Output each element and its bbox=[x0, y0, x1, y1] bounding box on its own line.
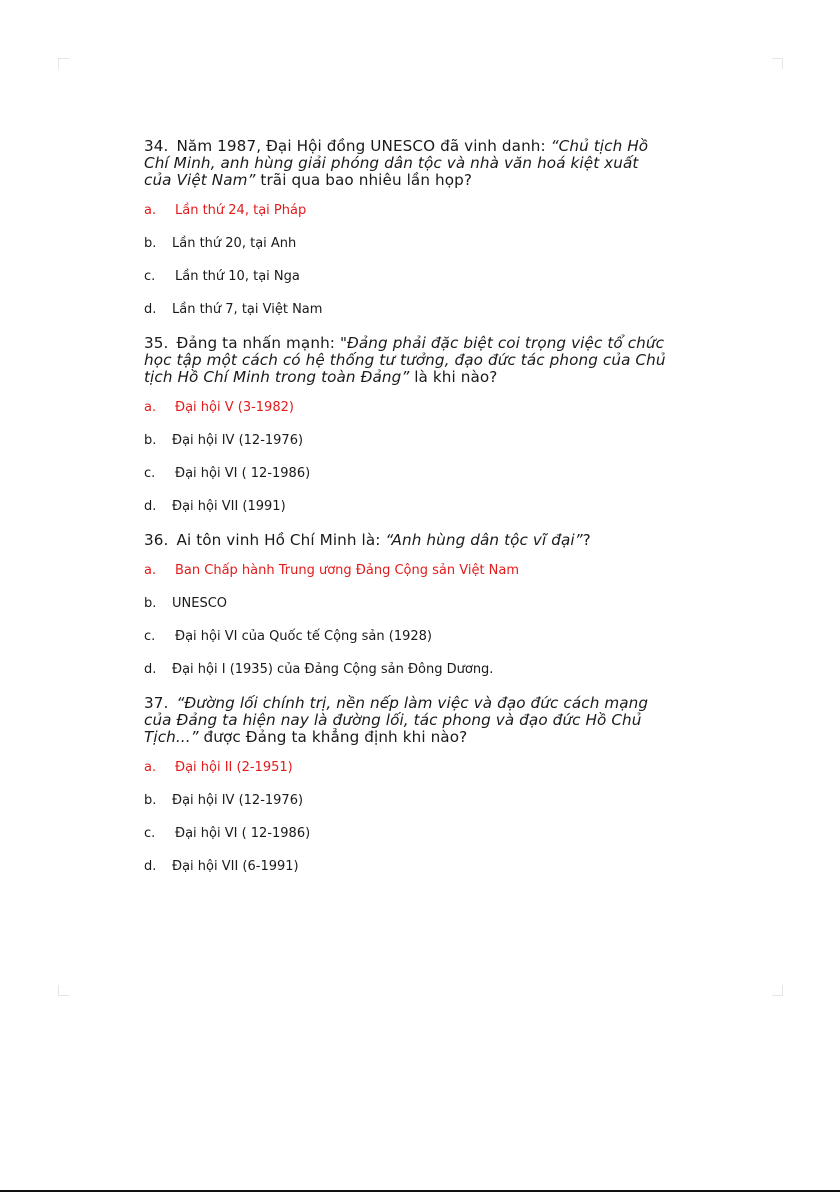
option-letter: c. bbox=[144, 629, 156, 644]
question-part: trãi qua bao nhiêu lần họp? bbox=[255, 171, 472, 189]
option-letter: b. bbox=[144, 793, 157, 808]
answer-option bbox=[144, 302, 694, 318]
answer-option bbox=[144, 760, 694, 776]
answer-option bbox=[144, 826, 694, 842]
question-part: Năm 1987, Đại Hội đồng UNESCO đã vinh danh: bbox=[176, 137, 551, 155]
option-text: Đại hội I (1935) của Đảng Cộng sản Đông Dương. bbox=[172, 662, 494, 677]
question-text bbox=[144, 695, 669, 746]
answer-option bbox=[144, 236, 694, 252]
question-block bbox=[144, 532, 694, 678]
option-text: Đại hội IV (12-1976) bbox=[172, 793, 304, 808]
option-text: Lần thứ 7, tại Việt Nam bbox=[172, 302, 323, 317]
question-part: được Đảng ta khẳng định khi nào? bbox=[198, 728, 468, 746]
answer-option bbox=[144, 499, 694, 515]
option-letter: c. bbox=[144, 826, 156, 841]
option-text: Đại hội VII (6-1991) bbox=[172, 859, 299, 874]
option-letter: a. bbox=[144, 203, 157, 218]
answer-option bbox=[144, 629, 694, 645]
question-text bbox=[144, 532, 694, 549]
crop-mark-bottom-right bbox=[772, 985, 783, 996]
question-block bbox=[144, 138, 694, 318]
option-letter: d. bbox=[144, 302, 157, 317]
answer-option bbox=[144, 859, 694, 875]
question-number: 34. bbox=[144, 137, 169, 155]
answer-option bbox=[144, 563, 694, 579]
option-letter: b. bbox=[144, 596, 157, 611]
option-text: Lần thứ 20, tại Anh bbox=[172, 236, 297, 251]
answer-option bbox=[144, 203, 694, 219]
question-number: 36. bbox=[144, 531, 169, 549]
answer-option bbox=[144, 400, 694, 416]
question-list bbox=[144, 138, 694, 892]
answer-option bbox=[144, 596, 694, 612]
option-letter: c. bbox=[144, 466, 156, 481]
option-text: Ban Chấp hành Trung ương Đảng Cộng sản Việt Nam bbox=[175, 563, 520, 578]
option-text: UNESCO bbox=[172, 596, 228, 611]
crop-mark-top-right bbox=[772, 58, 783, 69]
option-letter: a. bbox=[144, 400, 157, 415]
option-text: Lần thứ 10, tại Nga bbox=[175, 269, 300, 284]
option-letter: d. bbox=[144, 499, 157, 514]
option-letter: b. bbox=[144, 433, 157, 448]
option-text: Lần thứ 24, tại Pháp bbox=[175, 203, 307, 218]
option-text: Đại hội VI của Quốc tế Cộng sản (1928) bbox=[175, 629, 432, 644]
option-letter: d. bbox=[144, 662, 157, 677]
option-text: Đại hội IV (12-1976) bbox=[172, 433, 304, 448]
question-part: Ai tôn vinh Hồ Chí Minh là: bbox=[176, 531, 386, 549]
option-text: Đại hội VII (1991) bbox=[172, 499, 286, 514]
question-block bbox=[144, 335, 694, 515]
crop-mark-bottom-left bbox=[58, 985, 69, 996]
option-text: Đại hội VI ( 12-1986) bbox=[175, 466, 311, 481]
question-text bbox=[144, 138, 664, 189]
question-block bbox=[144, 695, 694, 875]
answer-option bbox=[144, 433, 694, 449]
answer-option bbox=[144, 793, 694, 809]
question-part: Đảng ta nhấn mạnh: bbox=[176, 334, 340, 352]
question-quote: “Đường lối chính trị, nền nếp làm việc và đạo đức cách mạng của Đảng ta hiện nay là đường lối, tác phong và đạo đức Hồ Chủ Tịch...” bbox=[144, 694, 649, 746]
crop-mark-top-left bbox=[58, 58, 69, 69]
answer-option bbox=[144, 662, 694, 678]
option-letter: d. bbox=[144, 859, 157, 874]
question-quote: "Đảng phải đặc biệt coi trọng việc tổ chức học tập một cách có hệ thống tư tưởng, đạo đức tác phong của Chủ tịch Hồ Chí Minh trong toàn Đảng” bbox=[144, 334, 666, 386]
option-text: Đại hội V (3-1982) bbox=[175, 400, 294, 415]
option-text: Đại hội II (2-1951) bbox=[175, 760, 293, 775]
option-text: Đại hội VI ( 12-1986) bbox=[175, 826, 311, 841]
answer-option bbox=[144, 466, 694, 482]
question-number: 37. bbox=[144, 694, 169, 712]
question-part: ? bbox=[582, 531, 591, 549]
question-text bbox=[144, 335, 689, 386]
option-letter: a. bbox=[144, 760, 157, 775]
option-letter: c. bbox=[144, 269, 156, 284]
question-quote: “Chủ tịch Hồ Chí Minh, anh hùng giải phóng dân tộc và nhà văn hoá kiệt xuất của Việt Nam” bbox=[144, 137, 649, 189]
answer-option bbox=[144, 269, 694, 285]
question-number: 35. bbox=[144, 334, 169, 352]
option-letter: b. bbox=[144, 236, 157, 251]
question-quote: “Anh hùng dân tộc vĩ đại” bbox=[385, 531, 583, 549]
option-letter: a. bbox=[144, 563, 157, 578]
question-part: là khi nào? bbox=[409, 368, 498, 386]
